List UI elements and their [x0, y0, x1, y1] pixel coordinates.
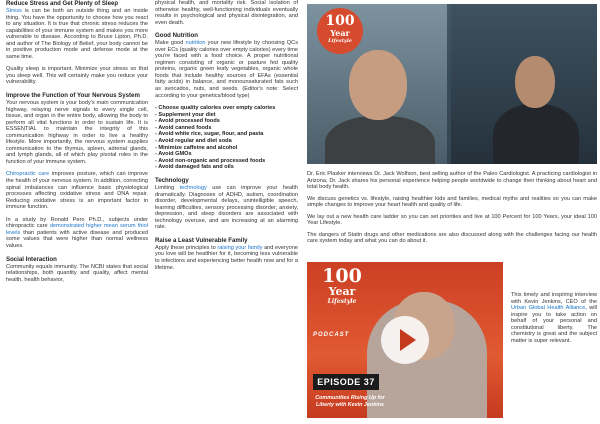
- link-technology[interactable]: technology: [179, 185, 207, 192]
- section-heading-technology: Technology: [155, 177, 189, 185]
- paragraph-nutrition: Make good nutrition your new lifestyle by choosing QCs over ECs (quality calories over empty calories) every time you're faced with a food choice. A proper nutritional regimen consisting of organic or pasture fed quality proteins, organic green leafy vegetables, organic whole foods that include healthy sources of EFAs (essential fatty acids) in balance, and monounsaturated fats such as avocados, nuts, and seeds. (Editor's note: Select according to your genetics/blood type): [155, 40, 298, 99]
- section-heading-family: Raise a Least Vulnerable Family: [155, 236, 248, 244]
- podcast-label: PODCAST: [313, 332, 350, 338]
- link-urban-global-health-alliance[interactable]: Urban Global Health Alliance: [511, 305, 586, 312]
- description-paragraph: Dr. Eric Plasker interviews Dr. Jack Wolfson, best selling author of the Paleo Cardiologist. A practicing cardiologist in Arizona, Dr. Jack shares his personal experience helping people worldwide to change their thinking about heart and total body health.: [307, 171, 597, 190]
- list-item: - Supplement your diet: [155, 112, 298, 119]
- paragraph-social: Community equals immunity. The NCBI states that social relationships, both quantity and quality, affect mental health, health behavior,: [6, 263, 148, 283]
- paragraph-chiropractic: Chiropractic care improves posture, which can improve the health of your nervous system. In addition, correcting spinal imbalances can influence basic physiological processes affecting oxidative stress and DNA repair. Reducing oxidative stress is an important factor in immune function.: [6, 171, 148, 211]
- list-item: - Avoid regular and diet soda: [155, 138, 298, 145]
- guest-head: [515, 56, 555, 108]
- list-item: - Avoid processed foods: [155, 118, 298, 125]
- interview-video[interactable]: [307, 4, 597, 164]
- paragraph-stress: Stress is can be both an outside thing and an inside thing. You have the opportunity to choose how you react to any situation. It is true that chronic stress reduces the capabilities of your immune system and makes you more vulnerable to disease. According to Bruce Lipton, Ph.D. and author of The Biology of Belief, your body cannot be in positive production mode and defense mode at the same time.: [6, 8, 148, 60]
- paragraph-sleep: Quality sleep is important. Minimize your stress so that you sleep well. This will certainly make you reduce your vulnerability.: [6, 66, 148, 86]
- list-item: - Minimize caffeine and alcohol: [155, 145, 298, 152]
- podcast-video[interactable]: [307, 262, 503, 418]
- host-head: [349, 50, 407, 120]
- section-heading-stress: Reduce Stress and Get Plenty of Sleep: [6, 0, 119, 7]
- section-heading-nervous-system: Improve the Function of Your Nervous System: [6, 92, 140, 100]
- paragraph-family: Apply these principles to raising your family and everyone you love will be healthier for it, becoming less vulnerable to infections and experiencing better health now and for a lifetime.: [155, 244, 299, 271]
- section-heading-social: Social Interaction: [6, 255, 57, 263]
- link-serum-thiol[interactable]: demonstrated higher mean serum thiol levels: [6, 223, 148, 236]
- link-stress[interactable]: Stress: [6, 8, 22, 14]
- 100-year-lifestyle-logo: 100 Year Lifestyle: [322, 265, 362, 305]
- article-column-1: [6, 0, 148, 289]
- podcast-subtitle: Communities Rising Up for Liberty with Kevin Jenkins: [315, 395, 385, 408]
- description-paragraph: The dangers of Statin drugs and other medications are also discussed along with the challenges facing our health care system today and what you can do about it.: [307, 231, 597, 244]
- list-item: - Avoid white rice, sugar, flour, and pasta: [155, 131, 298, 138]
- link-nutrition[interactable]: nutrition: [185, 40, 206, 47]
- description-paragraph: We discuss genetics vs. lifestyle, raising healthier kids and families, medical myths and realities so you can make simple changes to improve your heart health and quality of life.: [307, 195, 597, 208]
- paragraph-technology: Limiting technology use can improve your health dramatically. Diagnoses of ADHD, autism, coordination disorder, developmental delays, unintelligible speech, learning difficulties, sensory processing disorder, anxiety, depression, and sleep disorders are associated with technology overuse, and are increasing at an alarming rate.: [155, 185, 298, 231]
- list-item: - Avoid canned foods: [155, 125, 298, 132]
- list-item: - Avoid GMOs: [155, 151, 298, 158]
- list-item: - Choose quality calories over empty calories: [155, 105, 298, 112]
- paragraph-nervous-system: Your nervous system is your body's main communication highway, relaying nerve signals to every single cell, tissue, and organ in the entire body, allowing the body to perform all vital functions in order to sustain life. It is ESSENTIAL to maintain the integrity of this communication highway in order to live a healthy lifestyle. More importantly, the nervous system supplies communication to the thymus, spleen, adrenal glands, and lymph glands, all of which play pivotal roles in the function of your immune system.: [6, 100, 148, 165]
- link-chiropractic-care[interactable]: Chiropractic care: [6, 171, 50, 178]
- list-item: - Avoid damaged fats and oils: [155, 164, 298, 171]
- host-body: [325, 116, 435, 164]
- play-icon[interactable]: [381, 316, 429, 364]
- video-description: [307, 171, 597, 250]
- article-column-2: [155, 0, 298, 277]
- list-item: - Avoid non-organic and processed foods: [155, 158, 298, 165]
- guest-body: [493, 104, 579, 164]
- episode-badge: EPISODE 37: [313, 374, 379, 390]
- nutrition-list: [155, 105, 298, 171]
- paragraph-study: In a study by Ronald Pero Ph.D., subjects under chiropractic care demonstrated higher mean serum thiol levels than patients with active disease and produced some values that were higher than normal wellness values.: [6, 216, 148, 249]
- section-heading-nutrition: Good Nutrition: [155, 32, 198, 40]
- link-raising-family[interactable]: raising your family: [217, 244, 263, 251]
- 100-year-lifestyle-logo: 100 Year Lifestyle: [317, 8, 363, 54]
- paragraph-social-cont: physical health, and mortality risk. Social isolation of otherwise healthy, well-functioning individuals eventually results in psychological and physical disintegration, and even death.: [155, 0, 298, 26]
- description-paragraph: We lay out a new health care ladder so you can set priorities and live at 100 Percent for 100 Years, your ideal 100 Year Lifestyle.: [307, 213, 597, 226]
- podcast-description: This timely and inspiring interview with Kevin Jenkins, CEO of the Urban Global Health Alliance, will inspire you to take action on behalf of your personal and constitutional liberty. The chemistry is great and the subject matter is super relevant.: [511, 292, 597, 344]
